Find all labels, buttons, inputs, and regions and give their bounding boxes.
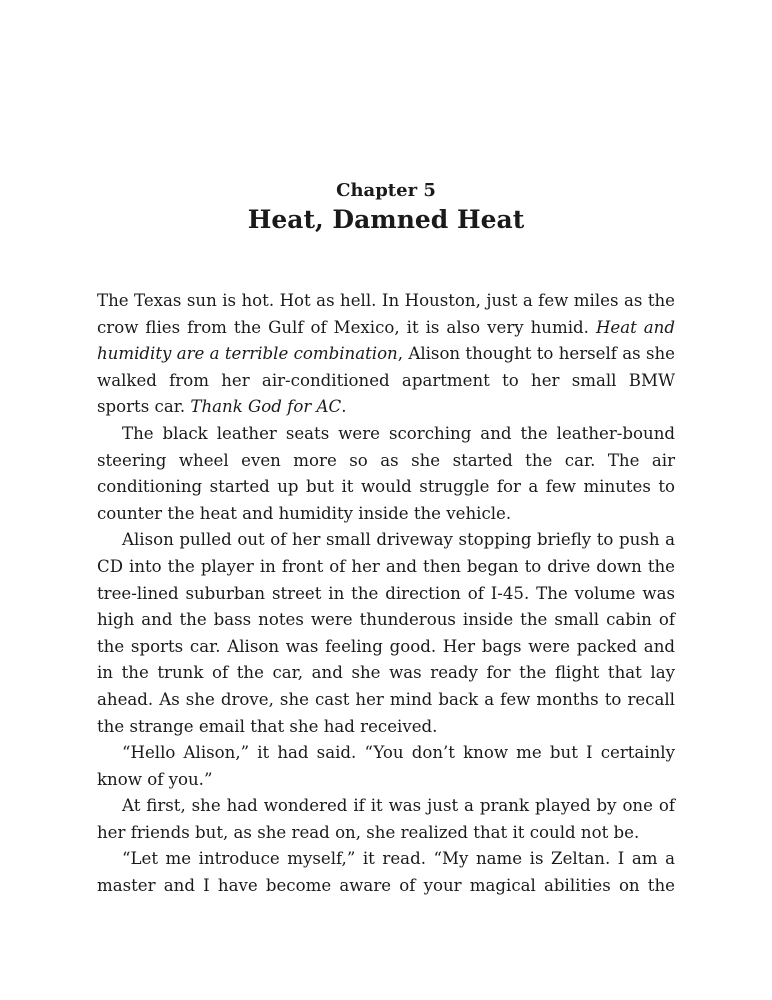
italic-thought: Heat and humidity are a terrible combination [97,317,675,364]
paragraph [97,288,675,421]
chapter-title: Heat, Damned Heat [247,205,525,234]
chapter-body [97,288,675,900]
paragraph: At first, she had wondered if it was just a prank played by one of her friends but, as she read on, she realized that it could not be. [97,796,675,842]
chapter-number: Chapter 5 [336,180,436,201]
paragraph-text: , Alison thought to herself as she walked from her air-conditioned apartment to her small BMW sports car. [97,344,675,417]
paragraph-text: . [341,397,347,417]
paragraph: “Hello Alison,” it had said. “You don’t know me but I certainly know of you.” [97,743,675,789]
paragraph: The black leather seats were scorching and the leather-bound steering wheel even more so as she started the car. The air conditioning started up but it would struggle for a few minutes to counter the heat and humidity inside the vehicle. [97,423,675,523]
paragraph-text: The Texas sun is hot. Hot as hell. In Houston, just a few miles as the crow flies from the Gulf of Mexico, it is also very humid. [97,291,675,337]
paragraph: “Let me introduce myself,” it read. “My name is Zeltan. I am a master and I have become aware of your magical abilities on the [97,849,675,896]
paragraph: Alison pulled out of her small driveway stopping briefly to push a CD into the player in front of her and then began to drive down the tree-lined suburban street in the direction of I-45. The volume was high and the bass notes were thunderous inside the small cabin of the sports car. Alison was feeling good. Her bags were packed and in the trunk of the car, and she was ready for the flight that lay ahead. As she drove, she cast her mind back a few months to recall the strange email that she had received. [97,530,675,736]
book-page [97,0,675,1000]
italic-thought: Thank God for AC [190,397,342,417]
